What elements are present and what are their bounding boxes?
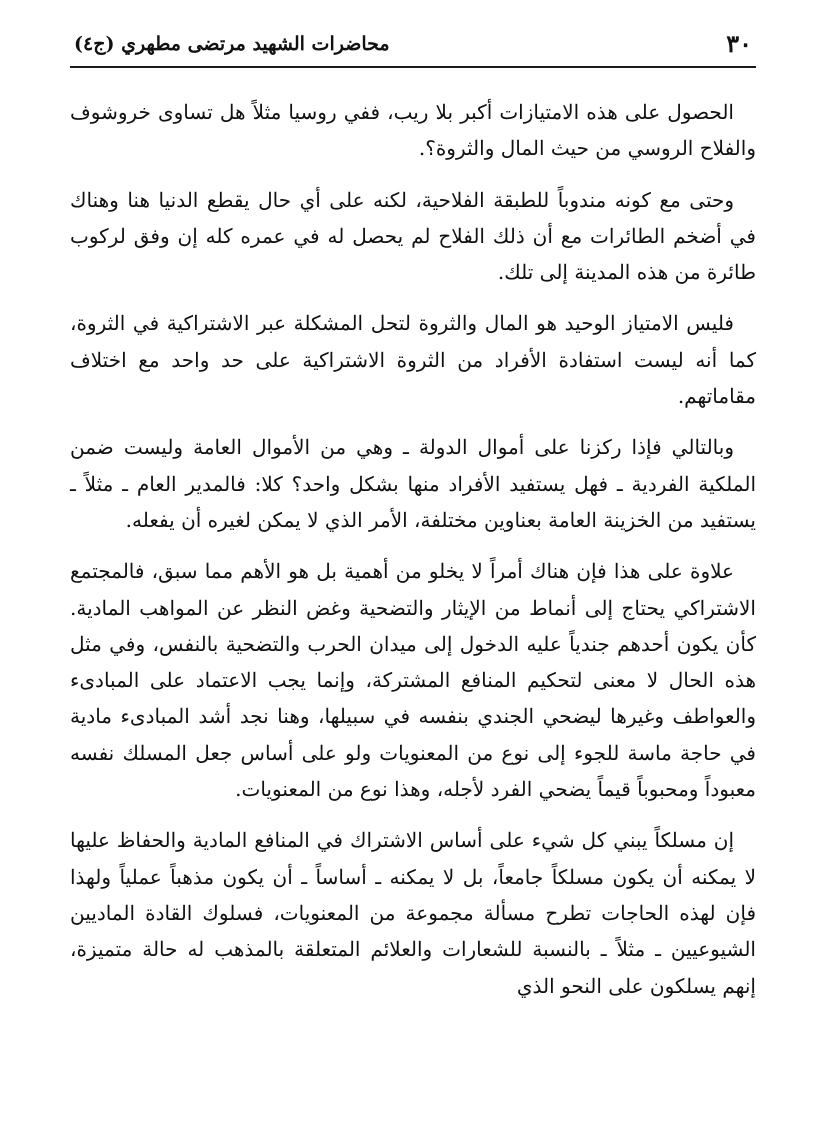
paragraph-4: وبالتالي فإذا ركزنا على أموال الدولة ـ وهي من الأموال العامة وليست ضمن الملكية الفردية ـ فهل يستفيد الأفراد منها بشكل واحد؟ كلا: فالمدير العام ـ مثلاً ـ يستفيد من الخزينة العامة بعناوين مختلفة، الأمر الذي لا يمكن لغيره أن يفعله. <box>70 435 756 532</box>
running-title: محاضرات الشهيد مرتضى مطهري (ج٤) <box>74 33 390 55</box>
paragraph-5: علاوة على هذا فإن هناك أمراً لا يخلو من أهمية بل هو الأهم مما سبق، فالمجتمع الاشتراكي يحتاج إلى أنماط من الإيثار والتضحية وغض النظر عن المواهب المادية. كأن يكون أحدهم جندياً عليه الدخول إلى ميدان الحرب والتضحية بالنفس، وفي مثل هذه الحال لا معنى لتحكيم المنافع المشتركة، وإنما يجب الاعتماد على المبادىء والعواطف وغيرها ليضحي الجندي بنفسه في سبيلها، وهنا نجد أشد المبادىء مادية في حاجة ماسة للجوء إلى نوع من المعنويات ولو على أساس جعل المسلك نفسه معبوداً ومحبوباً قيماً يضحي الفرد لأجله، وهذا نوع من المعنويات. <box>70 559 757 802</box>
paragraph-3: فليس الامتياز الوحيد هو المال والثروة لتحل المشكلة عبر الاشتراكية في الثروة، كما أنه ليست استفادة الأفراد من الثروة الاشتراكية على حد واحد مع اختلاف مقاماتهم. <box>70 311 756 409</box>
body-text <box>70 94 756 1019</box>
page-number: ٣٠ <box>726 29 752 58</box>
paragraph-6: إن مسلكاً يبني كل شيء على أساس الاشتراك في المنافع المادية والحفاظ عليها لا يمكنه أن يكون مسلكاً جامعاً، بل لا يمكنه ـ أساساً ـ أن يكون مذهباً عملياً ولهذا فإن لهذه الحاجات تطرح مسألة مجموعة من المعنويات، فسلوك القادة الماديين الشيوعيين ـ مثلاً ـ بالنسبة للشعارات والعلائم المتعلقة بالمذهب له حالة متميزة، إنهم يسلكون على النحو الذي <box>70 828 756 998</box>
paragraph-2: وحتى مع كونه مندوباً للطبقة الفلاحية، لكنه على أي حال يقطع الدنيا هنا وهناك في أضخم الطائرات مع أن ذلك الفلاح لم يحصل له في عمره كله إن وفق لركوب طائرة من هذه المدينة إلى تلك. <box>70 187 756 285</box>
paragraph-1: الحصول على هذه الامتيازات أكبر بلا ريب، ففي روسيا مثلاً هل تساوى خروشوف والفلاح الروسي من حيث المال والثروة؟. <box>70 100 756 161</box>
page-header <box>70 26 756 68</box>
